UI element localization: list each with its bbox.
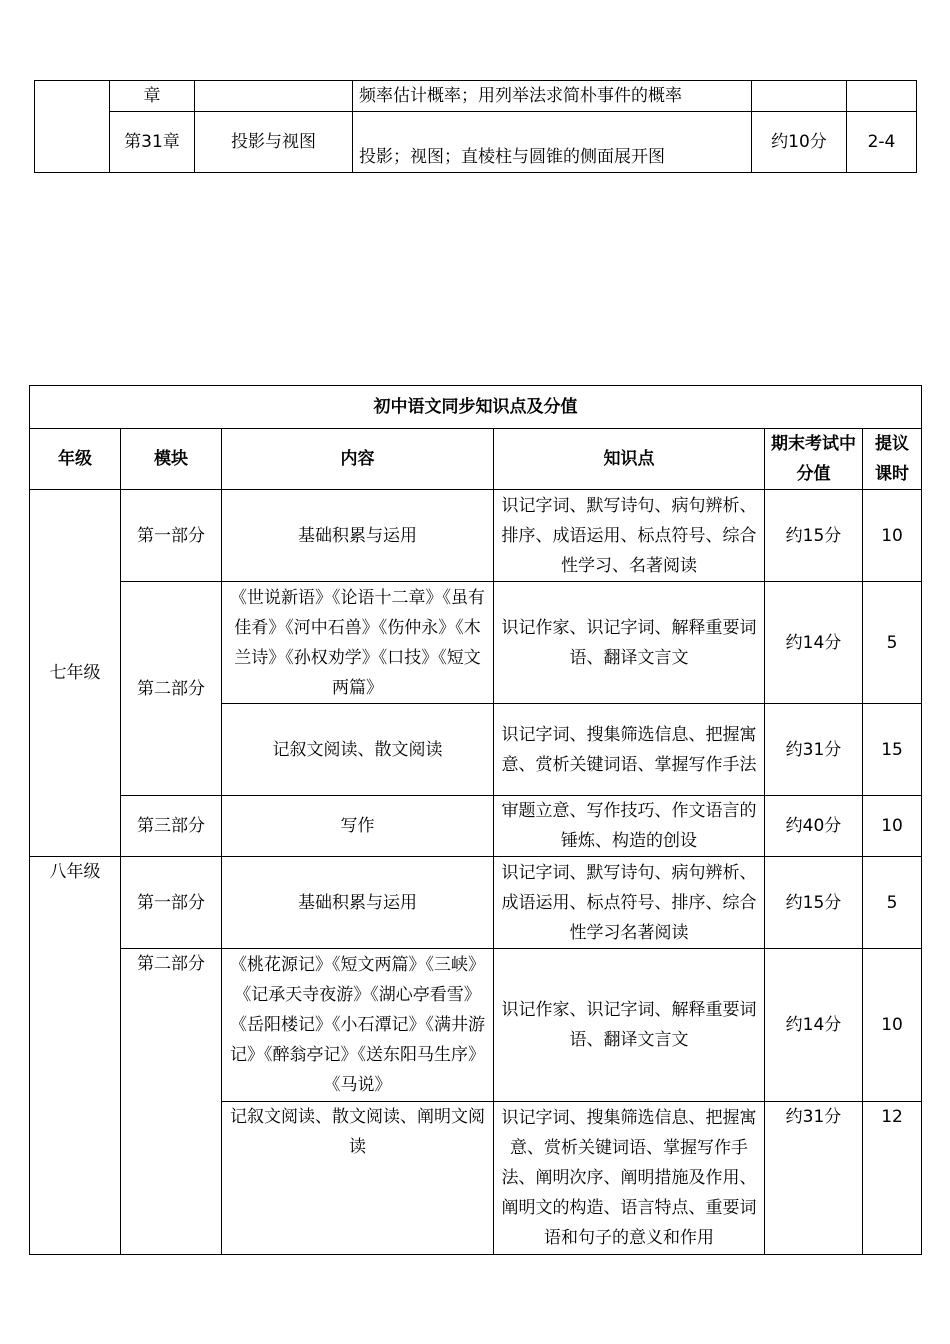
knowledge-cell: 识记作家、识记字词、解释重要词语、翻译文言文 <box>494 582 765 704</box>
hours-cell: 10 <box>863 490 922 582</box>
module-cell: 第二部分 <box>121 949 222 1255</box>
table-title-row <box>30 386 922 429</box>
table-row <box>30 857 922 949</box>
knowledge-cell: 投影；视图；直棱柱与圆锥的侧面展开图 <box>353 112 752 173</box>
hours-cell: 10 <box>863 796 922 857</box>
knowledge-cell: 识记字词、默写诗句、病句辨析、成语运用、标点符号、排序、综合性学习名著阅读 <box>494 857 765 949</box>
hours-cell: 10 <box>863 949 922 1102</box>
score-cell: 约15分 <box>765 490 863 582</box>
table-row <box>35 112 917 173</box>
score-cell: 约10分 <box>752 112 847 173</box>
table-header-row <box>30 429 922 490</box>
content-cell: 基础积累与运用 <box>222 490 494 582</box>
content-cell: 《桃花源记》《短文两篇》《三峡》《记承天寺夜游》《湖心亭看雪》《岳阳楼记》《小石潭记》《满井游记》《醉翁亭记》《送东阳马生序》《马说》 <box>222 949 494 1102</box>
chinese-knowledge-table <box>29 385 922 1255</box>
hours-cell: 5 <box>863 857 922 949</box>
chapter-cell: 第31章 <box>110 112 195 173</box>
score-cell: 约14分 <box>765 949 863 1102</box>
content-cell: 写作 <box>222 796 494 857</box>
chapter-cell: 章 <box>110 81 195 112</box>
module-cell <box>195 81 353 112</box>
knowledge-cell: 频率估计概率；用列举法求简朴事件的概率 <box>353 81 752 112</box>
hours-cell: 5 <box>863 582 922 704</box>
header-module: 模块 <box>121 429 222 490</box>
content-cell: 《世说新语》《论语十二章》《虽有佳肴》《河中石兽》《伤仲永》《木兰诗》《孙权劝学》《口技》《短文两篇》 <box>222 582 494 704</box>
table-row <box>30 582 922 704</box>
table-title: 初中语文同步知识点及分值 <box>30 386 922 429</box>
module-cell: 第三部分 <box>121 796 222 857</box>
table-row <box>30 490 922 582</box>
module-cell: 第一部分 <box>121 490 222 582</box>
hours-cell <box>847 81 917 112</box>
content-cell: 基础积累与运用 <box>222 857 494 949</box>
grade-cell-empty <box>35 81 110 173</box>
knowledge-cell: 审题立意、写作技巧、作文语言的锤炼、构造的创设 <box>494 796 765 857</box>
grade-cell: 七年级 <box>30 490 121 857</box>
knowledge-cell: 识记作家、识记字词、解释重要词语、翻译文言文 <box>494 949 765 1102</box>
knowledge-cell: 识记字词、默写诗句、病句辨析、排序、成语运用、标点符号、综合性学习、名著阅读 <box>494 490 765 582</box>
hours-cell: 2-4 <box>847 112 917 173</box>
table-row <box>30 949 922 1102</box>
header-content: 内容 <box>222 429 494 490</box>
table-row <box>30 796 922 857</box>
header-score: 期末考试中分值 <box>765 429 863 490</box>
content-cell: 记叙文阅读、散文阅读、阐明文阅读 <box>222 1102 494 1255</box>
header-knowledge: 知识点 <box>494 429 765 490</box>
score-cell <box>752 81 847 112</box>
header-hours: 提议课时 <box>863 429 922 490</box>
math-table <box>34 80 917 173</box>
score-cell: 约14分 <box>765 582 863 704</box>
module-cell: 投影与视图 <box>195 112 353 173</box>
score-cell: 约31分 <box>765 1102 863 1255</box>
hours-cell: 15 <box>863 704 922 796</box>
module-cell: 第一部分 <box>121 857 222 949</box>
module-cell: 第二部分 <box>121 582 222 796</box>
knowledge-cell: 识记字词、搜集筛选信息、把握寓意、赏析关键词语、掌握写作手法 <box>494 704 765 796</box>
grade-cell: 八年级 <box>30 857 121 1255</box>
score-cell: 约15分 <box>765 857 863 949</box>
header-grade: 年级 <box>30 429 121 490</box>
score-cell: 约31分 <box>765 704 863 796</box>
content-cell: 记叙文阅读、散文阅读 <box>222 704 494 796</box>
hours-cell: 12 <box>863 1102 922 1255</box>
table-row <box>35 81 917 112</box>
knowledge-cell: 识记字词、搜集筛选信息、把握寓意、赏析关键词语、掌握写作手法、阐明次序、阐明措施及作用、阐明文的构造、语言特点、重要词语和句子的意义和作用 <box>494 1102 765 1255</box>
score-cell: 约40分 <box>765 796 863 857</box>
